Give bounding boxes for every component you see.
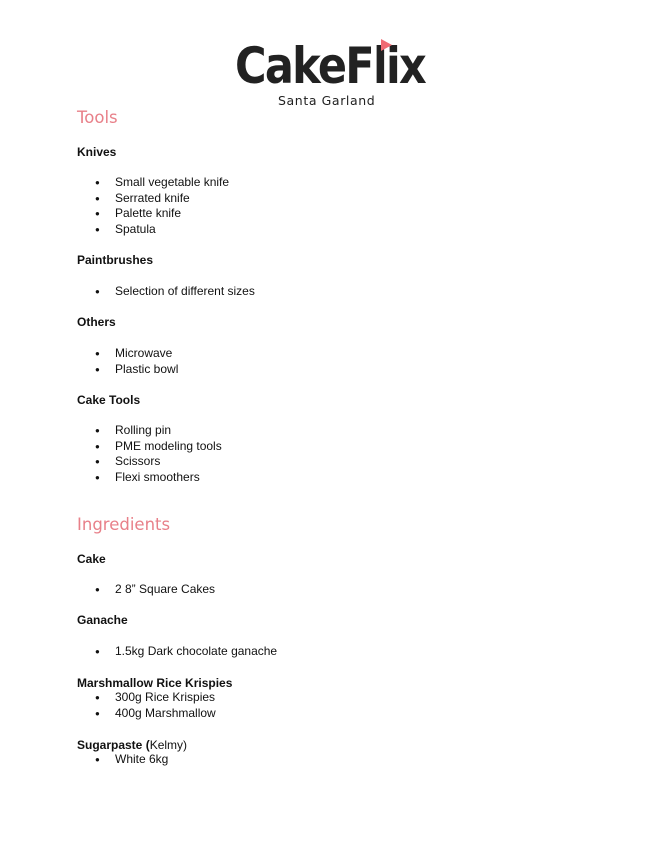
sugarpaste-list <box>95 752 168 768</box>
list-item: ● Flexi smoothers <box>95 470 222 486</box>
others-list <box>95 346 178 377</box>
marshmallow-list <box>95 690 216 721</box>
list-item: ● Microwave <box>95 346 178 362</box>
cake-list <box>95 582 215 598</box>
list-item: ● Rolling pin <box>95 423 222 439</box>
list-item: ● 2 8” Square Cakes <box>95 582 215 598</box>
paintbrushes-heading: Paintbrushes <box>77 253 154 267</box>
play-icon <box>381 39 392 51</box>
list-item: ● 300g Rice Krispies <box>95 690 216 706</box>
list-item: ● Scissors <box>95 454 222 470</box>
list-item: ● PME modeling tools <box>95 439 222 455</box>
ganache-heading: Ganache <box>77 613 128 627</box>
logo-subtitle: Santa Garland <box>278 93 376 108</box>
tools-title: Tools <box>77 108 118 127</box>
list-item: ● Serrated knife <box>95 191 229 207</box>
cake-tools-list <box>95 423 222 485</box>
sugarpaste-brand: Kelmy) <box>149 738 188 752</box>
cake-heading: Cake <box>77 552 106 566</box>
list-item: ● Spatula <box>95 222 229 238</box>
list-item: ● Plastic bowl <box>95 362 178 378</box>
knives-heading: Knives <box>77 145 117 159</box>
ganache-list <box>95 644 277 660</box>
paintbrushes-list <box>95 284 255 300</box>
cake-tools-heading: Cake Tools <box>77 393 141 407</box>
knives-list <box>95 175 229 237</box>
list-item: ● Selection of different sizes <box>95 284 255 300</box>
cakeflix-logo <box>235 37 426 108</box>
list-item: ● 400g Marshmallow <box>95 706 216 722</box>
list-item: ● Palette knife <box>95 206 229 222</box>
list-item: ● Small vegetable knife <box>95 175 229 191</box>
sugarpaste-heading <box>77 738 187 752</box>
marshmallow-heading: Marshmallow Rice Krispies <box>77 676 233 690</box>
logo-wordmark: CakeFlix <box>235 37 426 95</box>
ingredients-title: Ingredients <box>77 515 171 534</box>
list-item: ● 1.5kg Dark chocolate ganache <box>95 644 277 660</box>
sugarpaste-label: Sugarpaste ( <box>77 738 150 752</box>
list-item: ● White 6kg <box>95 752 168 768</box>
others-heading: Others <box>77 315 116 329</box>
